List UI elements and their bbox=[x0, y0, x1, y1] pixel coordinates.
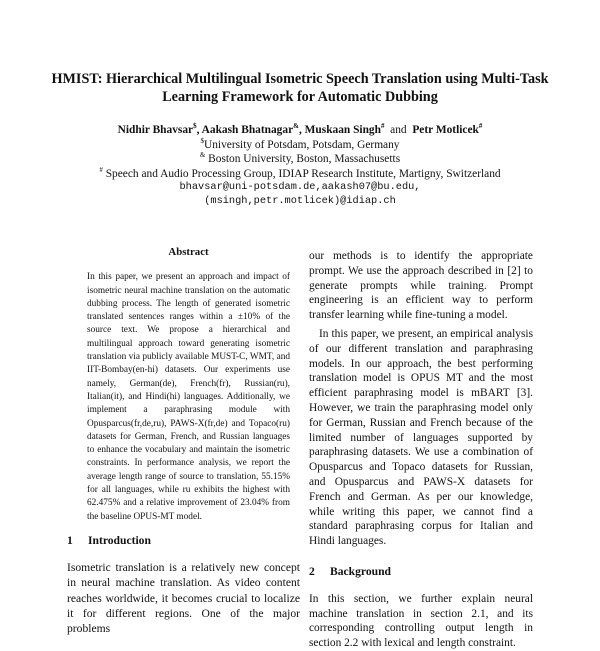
introduction-number: 1 bbox=[67, 534, 73, 547]
author-and: and bbox=[390, 124, 407, 136]
paper-title: HMIST: Hierarchical Multilingual Isometric Speech Translation using Multi-Task Learning Framework for Automatic Dubbing bbox=[51, 71, 549, 105]
introduction-title: Introduction bbox=[88, 534, 151, 547]
abstract-section bbox=[87, 246, 290, 524]
abstract-heading: Abstract bbox=[168, 246, 209, 258]
affiliation-1 bbox=[40, 138, 560, 153]
author-1: Nidhir Bhavsar bbox=[117, 124, 194, 136]
background-heading bbox=[309, 565, 533, 580]
author-block bbox=[40, 123, 560, 208]
author-2: Aakash Bhatnagar bbox=[201, 124, 294, 136]
introduction-heading bbox=[67, 533, 300, 548]
background-number: 2 bbox=[309, 564, 315, 578]
affiliation-3-mark: # bbox=[99, 165, 103, 174]
author-names: Nidhir Bhavsar$, Aakash Bhatnagar&, Muskaan Singh# and Petr Motlicek# bbox=[117, 122, 483, 136]
paragraph-prompt: our methods is to identify the appropriate prompt. We use the approach described in [2] to generate prompts while training. Prompt engineering is an efficient way to perform transfer learning while fine-tuning a model. bbox=[309, 250, 533, 322]
background-title: Background bbox=[330, 564, 391, 578]
email-line-1: bhavsar@uni-potsdam.de,aakash07@bu.edu, bbox=[179, 181, 421, 193]
introduction-text: Isometric translation is a relatively new concept in neural machine translation. As video content reaches worldwide, it becomes crucial to localize it for different regions. One of the major problems bbox=[67, 561, 300, 636]
affiliation-3-text: Speech and Audio Processing Group, IDIAP Research Institute, Martigny, Switzerland bbox=[105, 167, 501, 180]
author-1-mark: $ bbox=[193, 122, 197, 131]
affiliation-2-mark: & bbox=[199, 151, 206, 160]
author-4: Petr Motlicek bbox=[412, 124, 479, 136]
affiliation-2 bbox=[40, 152, 560, 167]
email-line-2: (msingh,petr.motlicek)@idiap.ch bbox=[204, 194, 396, 207]
background-text: In this section, we further explain neural machine translation in section 2.1, and its corresponding controlling output length in section 2.2 with lexical and length constraint. bbox=[309, 592, 533, 650]
affiliation-2-text: Boston University, Boston, Massachusetts bbox=[208, 153, 401, 165]
right-column bbox=[309, 249, 533, 651]
abstract-text: In this paper, we present an approach and impact of isometric neural machine translation on the automatic dubbing process. The length of generated isometric translated sentences ranges within a ±10% of the source text. We propose a hierarchical and multilingual approach toward generating isometric translation via publicly available MUST-C, WMT, and IIT-Bombay(en-hi) datasets. Our experiments use namely, German(de), French(fr), Russian(ru), Italian(it), and Hindi(hi) languages. Additionally, we implement a paraphrasing module with Opusparcus(fr,de,ru), PAWS-X(fr,de) and Topaco(ru) datasets for German, French, and Russian languages to enhance the vocabulary and maintain the isometric constraints. In performance analysis, we report the average length range of source to translation, 55.15% for all languages, while ru exhibits the highest with 62.475% and a relative improvement of 23.04% from the baseline OPUS-MT model. bbox=[87, 272, 290, 522]
paragraph-empirical: In this paper, we present, an empirical analysis of our different translation and paraphrasing models. In our approach, the best performing translation model is OPUS MT and the most efficient paraphrasing model is mBART [3]. However, we train the paraphrasing model only for German, Russian and French because of the limited number of languages supported by paraphrasing datasets. We use a combination of Opusparcus and Topaco datasets for Russian, and Opusparcus and PAWS-X datasets for French and German. As per our knowledge, while writing this paper, we cannot find a standard paraphrasing corpus for Italian and Hindi languages. bbox=[309, 327, 533, 548]
introduction-section bbox=[67, 533, 300, 636]
author-2-mark: & bbox=[293, 122, 299, 131]
author-3: Muskaan Singh bbox=[304, 124, 381, 136]
author-4-mark: # bbox=[478, 122, 483, 131]
affiliation-1-mark: $ bbox=[200, 136, 204, 145]
affiliation-1-text: University of Potsdam, Potsdam, Germany bbox=[203, 138, 400, 151]
affiliation-3 bbox=[40, 167, 560, 182]
author-3-mark: # bbox=[380, 122, 385, 131]
